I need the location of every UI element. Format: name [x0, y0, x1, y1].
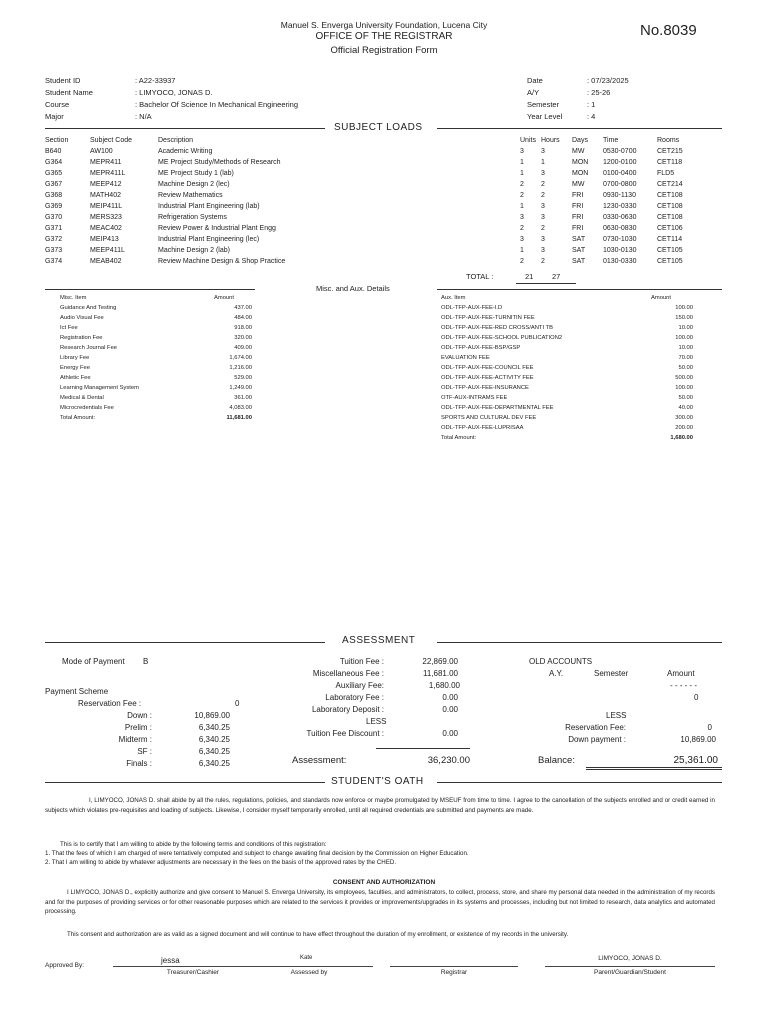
- finals-label: Finals :: [126, 759, 152, 768]
- oath-paragraph: I, LIMYOCO, JONAS D. shall abide by all the rules, regulations, policies, and standards now enforce or maybe promulgated by MSEUF from time to time. I agree to the cancellation of the subjects enrolled and or credit earned in subjects which violates pre-requisites and loading of subjects. Likewise, I consider myself temporarily enrolled, until all required credentials are submitted and payments are made.: [45, 797, 715, 814]
- aux-fee-value: 1,680.00: [428, 681, 460, 690]
- cell-description: Review Power & Industrial Plant Engg: [158, 225, 276, 232]
- cell-section: B640: [45, 148, 62, 155]
- table-row: [441, 375, 693, 385]
- cell-time: 1030-0130: [603, 247, 637, 254]
- reservation2-value: 0: [707, 723, 712, 732]
- cell-time: 0100-0400: [603, 170, 637, 177]
- cell-amount: 529.00: [234, 375, 252, 381]
- table-row: [45, 192, 725, 203]
- table-row: [60, 375, 252, 385]
- signature-line: [245, 966, 373, 967]
- cell-hours: 1: [541, 159, 545, 166]
- total-amount: 11,681.00: [226, 415, 252, 421]
- cell-description: ME Project Study 1 (lab): [158, 170, 234, 177]
- down-value: 10,869.00: [194, 711, 230, 720]
- less-label: LESS: [366, 717, 387, 726]
- aux-table: [441, 295, 693, 445]
- form-number: No.8039: [640, 22, 697, 39]
- cell-section: G368: [45, 192, 63, 199]
- discount-label: Tuition Fee Discount :: [306, 729, 384, 738]
- table-row: [60, 395, 252, 405]
- old-semester-header: Semester: [594, 669, 629, 678]
- cell-section: G370: [45, 214, 63, 221]
- form-title: Official Registration Form: [330, 45, 438, 56]
- cell-hours: 3: [541, 236, 545, 243]
- cell-amount: 40.00: [678, 405, 693, 411]
- divider: [376, 748, 470, 749]
- finals-value: 6,340.25: [198, 759, 230, 768]
- cell-amount: 500.00: [675, 375, 693, 381]
- old-accounts-label: OLD ACCOUNTS: [529, 657, 593, 666]
- table-row: [441, 305, 693, 315]
- cell-room: CET105: [657, 247, 683, 254]
- cell-days: MW: [572, 181, 585, 188]
- cell-amount: 4,083.00: [229, 405, 252, 411]
- mode-of-payment-label: Mode of Payment: [62, 657, 125, 666]
- cell-section: G372: [45, 236, 63, 243]
- cell-subject-code: MEAB402: [90, 258, 122, 265]
- cell-amount: 100.00: [675, 385, 693, 391]
- cell-units: 1: [520, 159, 524, 166]
- cell-amount: 437.00: [234, 305, 252, 311]
- divider: [45, 642, 325, 643]
- assessment-label: Assessment:: [292, 755, 347, 766]
- cell-section: G367: [45, 181, 63, 188]
- cell-amount: 484.00: [234, 315, 252, 321]
- cell-room: CET118: [657, 159, 683, 166]
- year-level-label: Year Level: [527, 112, 563, 121]
- divider: [437, 128, 722, 129]
- cell-hours: 2: [541, 181, 545, 188]
- cell-item: ODL-TFP-AUX-FEE-BSP/GSP: [441, 345, 521, 351]
- cell-description: ME Project Study/Methods of Research: [158, 159, 281, 166]
- cell-amount: 1,216.00: [229, 365, 252, 371]
- misc-aux-title: Misc. and Aux. Details: [316, 284, 390, 293]
- cell-days: FRI: [572, 214, 584, 221]
- registrar-label: Registrar: [440, 969, 468, 976]
- table-row: [60, 355, 252, 365]
- cell-description: Machine Design 2 (lec): [158, 181, 230, 188]
- table-row: [441, 315, 693, 325]
- cell-days: MW: [572, 148, 585, 155]
- table-row: [441, 355, 693, 365]
- table-row: [45, 236, 725, 247]
- cell-days: MON: [572, 159, 589, 166]
- cell-item: Microcredentials Fee: [60, 405, 114, 411]
- col-description: Description: [158, 137, 194, 144]
- old-amount-header: Amount: [667, 669, 695, 678]
- course-label: Course: [45, 100, 70, 109]
- cell-subject-code: AW100: [90, 148, 113, 155]
- cell-units: 2: [520, 192, 524, 199]
- table-row: [60, 345, 252, 355]
- cell-subject-code: MEAC402: [90, 225, 122, 232]
- col-time: Time: [603, 137, 619, 144]
- cell-subject-code: MEPR411L: [90, 170, 126, 177]
- cell-room: CET114: [657, 236, 683, 243]
- table-row: [60, 305, 252, 315]
- cell-section: G373: [45, 247, 63, 254]
- table-row: [45, 148, 725, 159]
- col-units: Units: [520, 137, 536, 144]
- parent-label: Parent/Guardian/Student: [594, 969, 666, 976]
- table-row: [441, 415, 693, 425]
- cell-amount: 918.00: [234, 325, 252, 331]
- cell-item: ODL-TFP-AUX-FEE-ACTIVITY FEE: [441, 375, 534, 381]
- cell-subject-code: MEIP413: [90, 236, 119, 243]
- total-amount: 1,680.00: [670, 435, 693, 441]
- col-aux-amount: Amount: [651, 295, 671, 301]
- cell-item: Guidance And Testing: [60, 305, 117, 311]
- cell-hours: 3: [541, 170, 545, 177]
- cell-amount: 50.00: [678, 365, 693, 371]
- signature-line: [390, 966, 518, 967]
- table-header-row: [60, 295, 252, 305]
- cell-amount: 320.00: [234, 335, 252, 341]
- cell-units: 3: [520, 214, 524, 221]
- down-payment-label: Down payment :: [568, 735, 626, 744]
- table-row: [45, 203, 725, 214]
- cell-section: G365: [45, 170, 63, 177]
- cell-hours: 3: [541, 214, 545, 221]
- cell-units: 2: [520, 225, 524, 232]
- cell-room: FLD5: [657, 170, 675, 177]
- cell-days: SAT: [572, 236, 586, 243]
- divider: [516, 283, 576, 284]
- cell-room: CET108: [657, 192, 683, 199]
- cell-item: OTF-AUX-INTRAMS FEE: [441, 395, 508, 401]
- prelim-value: 6,340.25: [198, 723, 230, 732]
- cell-units: 1: [520, 170, 524, 177]
- lab-fee-label: Laboratory Fee :: [325, 693, 384, 702]
- cell-time: 1200-0100: [603, 159, 637, 166]
- aux-fee-label: Auxiliary Fee:: [335, 681, 384, 690]
- cell-item: Ict Fee: [60, 325, 78, 331]
- misc-table: [60, 295, 252, 425]
- cell-units: 3: [520, 236, 524, 243]
- subject-loads-table: [45, 137, 725, 269]
- cell-units: 2: [520, 181, 524, 188]
- date-label: Date: [527, 76, 543, 85]
- cell-room: CET108: [657, 203, 683, 210]
- table-header-row: [441, 295, 693, 305]
- cell-days: FRI: [572, 225, 584, 232]
- table-row: [60, 325, 252, 335]
- cell-item: Medical & Dental: [60, 395, 104, 401]
- assessed-by-label: Assessed by: [290, 969, 328, 976]
- cell-item: ODL-TFP-AUX-FEE-LUPRISAA: [441, 425, 524, 431]
- parent-signature: LIMYOCO, JONAS D.: [598, 955, 662, 962]
- student-id-value: : A22-33937: [135, 76, 176, 85]
- midterm-label: Midterm :: [118, 735, 152, 744]
- discount-value: 0.00: [442, 729, 458, 738]
- tuition-fee-label: Tuition Fee :: [339, 657, 384, 666]
- col-rooms: Rooms: [657, 137, 680, 144]
- table-row: [60, 365, 252, 375]
- table-row: [60, 335, 252, 345]
- table-row: [441, 365, 693, 375]
- divider: [437, 782, 722, 783]
- misc-fee-value: 11,681.00: [423, 669, 458, 678]
- table-row: [60, 405, 252, 415]
- cell-section: G374: [45, 258, 63, 265]
- cell-days: MON: [572, 170, 589, 177]
- cell-units: 1: [520, 203, 524, 210]
- cashier-signature: jessa: [161, 956, 180, 965]
- cell-hours: 2: [541, 258, 545, 265]
- cell-time: 0630-0830: [603, 225, 637, 232]
- consent-validity: This consent and authorization are as valid as a signed document and will continue to have effect throughout the duration of my enrollment, or existence of my records in the university.: [67, 931, 569, 938]
- terms-item-2: 2. That I am willing to abide by whatever adjustments are necessary in the fees on the basis of the approved rates by the CHED.: [45, 859, 397, 866]
- cell-subject-code: MEEP411L: [90, 247, 125, 254]
- total-label: TOTAL :: [466, 272, 494, 281]
- col-days: Days: [572, 137, 588, 144]
- ay-value: : 25-26: [587, 88, 611, 97]
- terms-intro: This is to certify that I am willing to abide by the following terms and conditions of this registration:: [60, 841, 327, 848]
- cell-time: 0930-1130: [603, 192, 636, 199]
- divider: [45, 782, 325, 783]
- cell-days: FRI: [572, 203, 584, 210]
- major-label: Major: [45, 112, 64, 121]
- cell-subject-code: MEPR411: [90, 159, 122, 166]
- cell-time: 0130-0330: [603, 258, 637, 265]
- cell-days: FRI: [572, 192, 584, 199]
- semester-label: Semester: [527, 100, 560, 109]
- cell-room: CET215: [657, 148, 683, 155]
- table-row: [45, 159, 725, 170]
- lab-deposit-label: Laboratory Deposit :: [311, 705, 384, 714]
- table-header-row: [45, 137, 725, 148]
- student-name-value: : LIMYOCO, JONAS D.: [135, 88, 213, 97]
- sf-label: SF :: [137, 747, 152, 756]
- table-row: [441, 405, 693, 415]
- cell-amount: 100.00: [675, 335, 693, 341]
- old-amount-value: 0: [694, 693, 699, 702]
- table-row: [441, 395, 693, 405]
- cell-item: Audio Visual Fee: [60, 315, 104, 321]
- table-row: [441, 425, 693, 435]
- date-value: : 07/23/2025: [587, 76, 629, 85]
- cell-amount: 361.00: [234, 395, 252, 401]
- cell-subject-code: MATH402: [90, 192, 121, 199]
- less2-label: LESS: [606, 711, 627, 720]
- cell-units: 1: [520, 247, 524, 254]
- cell-description: Machine Design 2 (lab): [158, 247, 230, 254]
- cell-amount: 10.00: [678, 325, 693, 331]
- total-label: Total Amount:: [60, 415, 96, 421]
- cell-item: Energy Fee: [60, 365, 90, 371]
- down-payment-value: 10,869.00: [680, 735, 716, 744]
- reservation-fee-value: 0: [235, 699, 240, 708]
- cell-hours: 2: [541, 192, 545, 199]
- lab-fee-value: 0.00: [442, 693, 458, 702]
- cell-amount: 300.00: [675, 415, 693, 421]
- cell-time: 0330-0630: [603, 214, 637, 221]
- cell-time: 0700-0800: [603, 181, 637, 188]
- course-value: : Bachelor Of Science In Mechanical Engineering: [135, 100, 299, 109]
- balance-value: 25,361.00: [673, 755, 718, 766]
- table-row: [45, 214, 725, 225]
- total-row: [60, 415, 252, 425]
- cell-room: CET108: [657, 214, 683, 221]
- sf-value: 6,340.25: [198, 747, 230, 756]
- cell-time: 1230-0330: [603, 203, 637, 210]
- cell-item: ODL-TFP-AUX-FEE-COUNCIL FEE: [441, 365, 534, 371]
- cell-room: CET106: [657, 225, 683, 232]
- cell-amount: 409.00: [234, 345, 252, 351]
- student-name-label: Student Name: [45, 88, 93, 97]
- cell-hours: 3: [541, 148, 545, 155]
- cell-description: Review Mathematics: [158, 192, 223, 199]
- assessment-value: 36,230.00: [427, 755, 470, 766]
- cell-amount: 70.00: [678, 355, 693, 361]
- tuition-fee-value: 22,869.00: [422, 657, 458, 666]
- cell-item: Research Journal Fee: [60, 345, 118, 351]
- divider: [437, 289, 722, 290]
- cell-subject-code: MERS323: [90, 214, 122, 221]
- cell-item: Registration Fee: [60, 335, 103, 341]
- cell-description: Industrial Plant Engineering (lab): [158, 203, 260, 210]
- cell-amount: 1,674.00: [229, 355, 252, 361]
- cell-subject-code: MEEP412: [90, 181, 122, 188]
- cell-days: SAT: [572, 247, 586, 254]
- total-units: 21: [525, 272, 534, 281]
- cell-item: ODL-TFP-AUX-FEE-RED CROSS/ANTI TB: [441, 325, 553, 331]
- col-subject-code: Subject Code: [90, 137, 133, 144]
- divider: [45, 289, 255, 290]
- year-level-value: : 4: [587, 112, 596, 121]
- assessment-title: ASSESSMENT: [342, 635, 416, 646]
- cell-item: SPORTS AND CULTURAL DEV FEE: [441, 415, 537, 421]
- subject-loads-title: SUBJECT LOADS: [334, 122, 423, 133]
- consent-title: CONSENT AND AUTHORIZATION: [332, 879, 436, 886]
- col-misc-item: Misc. Item: [60, 295, 87, 301]
- cashier-label: Treasurer/Cashier: [166, 969, 220, 976]
- table-row: [45, 247, 725, 258]
- cell-units: 2: [520, 258, 524, 265]
- col-aux-item: Aux. Item: [441, 295, 466, 301]
- office-title: OFFICE OF THE REGISTRAR: [315, 31, 453, 42]
- old-ay-header: A.Y.: [549, 669, 564, 678]
- cell-item: ODL-TFP-AUX-FEE-TURNITIN FEE: [441, 315, 535, 321]
- table-row: [45, 170, 725, 181]
- cell-amount: 10.00: [678, 345, 693, 351]
- table-row: [45, 225, 725, 236]
- cell-item: ODL-TFP-AUX-FEE-SCHOOL PUBLICATION2: [441, 335, 563, 341]
- cell-section: G371: [45, 225, 63, 232]
- total-label: Total Amount:: [441, 435, 477, 441]
- cell-room: CET105: [657, 258, 683, 265]
- divider: [437, 642, 722, 643]
- table-row: [45, 181, 725, 192]
- divider: [45, 128, 325, 129]
- ay-label: A/Y: [527, 88, 540, 97]
- table-row: [45, 258, 725, 269]
- payment-scheme-label: Payment Scheme: [45, 687, 109, 696]
- midterm-value: 6,340.25: [198, 735, 230, 744]
- cell-hours: 3: [541, 203, 545, 210]
- major-value: : N/A: [135, 112, 152, 121]
- cell-item: EVALUATION FEE: [441, 355, 490, 361]
- table-row: [441, 385, 693, 395]
- cell-units: 3: [520, 148, 524, 155]
- cell-item: ODL-TFP-AUX-FEE-DEPARTMENTAL FEE: [441, 405, 554, 411]
- cell-subject-code: MEIP411L: [90, 203, 123, 210]
- cell-time: 0730-1030: [603, 236, 637, 243]
- balance-label: Balance:: [538, 755, 575, 766]
- divider: [586, 769, 722, 770]
- cell-item: Athletic Fee: [60, 375, 91, 381]
- col-misc-amount: Amount: [214, 295, 234, 301]
- down-label: Down :: [127, 711, 152, 720]
- total-hours: 27: [552, 272, 561, 281]
- cell-description: Refrigeration Systems: [158, 214, 227, 221]
- cell-amount: 100.00: [675, 305, 693, 311]
- consent-paragraph: I LIMYOCO, JONAS D., explicitly authorize and give consent to Manuel S. Enverga University, its employees, faculties, and administrators, to collect, process, store, and share my personal data needed in the administration of my records and for the purposes of providing services or for other reasonable purposes which are related to the services it provides or improvements/upgrades in its systems and processes, including but not limited to research, data analytics and automated processing.: [45, 889, 715, 915]
- cell-amount: 1,249.00: [229, 385, 252, 391]
- table-row: [441, 325, 693, 335]
- cell-amount: 150.00: [675, 315, 693, 321]
- university-name: Manuel S. Enverga University Foundation, Lucena City: [280, 20, 488, 30]
- assessor-signature: Kate: [300, 955, 313, 961]
- lab-deposit-value: 0.00: [442, 705, 458, 714]
- cell-room: CET214: [657, 181, 683, 188]
- cell-item: ODL-TFP-AUX-FEE-INSURANCE: [441, 385, 529, 391]
- student-id-label: Student ID: [45, 76, 81, 85]
- divider: [586, 767, 722, 768]
- cell-item: Library Fee: [60, 355, 90, 361]
- cell-amount: 50.00: [678, 395, 693, 401]
- cell-amount: 200.00: [675, 425, 693, 431]
- table-row: [441, 345, 693, 355]
- reservation2-label: Reservation Fee:: [565, 723, 626, 732]
- cell-description: Industrial Plant Engineering (lec): [158, 236, 260, 243]
- col-section: Section: [45, 137, 69, 144]
- table-row: [60, 315, 252, 325]
- mode-of-payment-value: B: [143, 657, 149, 666]
- cell-description: Academic Writing: [158, 148, 213, 155]
- oath-title: STUDENT'S OATH: [331, 776, 424, 787]
- terms-item-1: 1. That the fees of which I am charged of were tentatively computed and subject to change awaiting final decision by the Commission on Higher Education.: [45, 850, 469, 857]
- signature-line: [545, 966, 715, 967]
- reservation-fee-label: Reservation Fee :: [78, 699, 142, 708]
- table-row: [60, 385, 252, 395]
- total-row: [441, 435, 693, 445]
- cell-item: Learning Management System: [60, 385, 139, 391]
- cell-hours: 2: [541, 225, 545, 232]
- semester-value: : 1: [587, 100, 596, 109]
- cell-section: G369: [45, 203, 63, 210]
- cell-days: SAT: [572, 258, 586, 265]
- misc-fee-label: Miscellaneous Fee :: [312, 669, 384, 678]
- cell-item: ODL-TFP-AUX-FEE-I.D: [441, 305, 503, 311]
- table-row: [441, 335, 693, 345]
- cell-hours: 3: [541, 247, 545, 254]
- old-amount-dashes: - - - - - -: [670, 681, 698, 690]
- cell-description: Review Machine Design & Shop Practice: [158, 258, 286, 265]
- approved-by-label: Approved By:: [45, 962, 85, 969]
- col-hours: Hours: [541, 137, 560, 144]
- prelim-label: Prelim :: [124, 723, 152, 732]
- cell-section: G364: [45, 159, 63, 166]
- cell-time: 0530-0700: [603, 148, 637, 155]
